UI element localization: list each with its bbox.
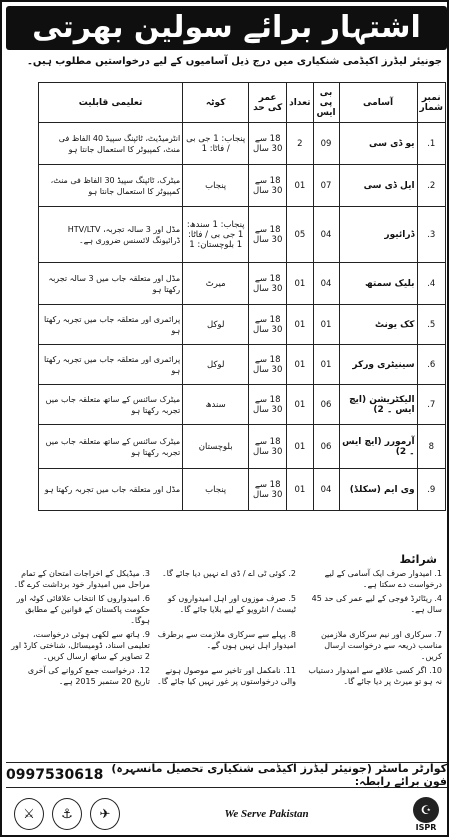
- condition-item: 1. امیدوار صرف ایک آسامی کے لیے درخواست دے سکتا ہے۔: [324, 569, 442, 589]
- cell-sno: 5.: [417, 305, 445, 345]
- header-count: تعداد: [287, 83, 313, 123]
- ispr-logo-icon: ☪: [413, 797, 439, 823]
- cell-count: 01: [287, 345, 313, 385]
- header-quota: کوٹہ: [183, 83, 249, 123]
- cell-quota: لوکل: [183, 305, 249, 345]
- footer: [6, 792, 447, 836]
- table-row: [39, 345, 446, 385]
- header-bps: بی پی ایس: [313, 83, 339, 123]
- cell-post: ڈرائیور: [339, 207, 417, 263]
- cell-qualification: میٹرک سائنس کے ساتھ متعلقہ جاب میں تجربہ رکھتا ہو: [39, 425, 183, 469]
- table-header-row: [39, 83, 446, 123]
- cell-age: 18 سے 30 سال: [249, 123, 287, 165]
- cell-post: ایل ڈی سی: [339, 165, 417, 207]
- navy-emblem-icon: ⚓: [52, 798, 82, 830]
- conditions-list: [10, 568, 442, 687]
- cell-post: الیکٹریشن (ایچ ایس ۔ 2): [339, 385, 417, 425]
- cell-bps: 04: [313, 207, 339, 263]
- cell-quota: پنجاب: 1 سندھ: 1 جی بی / فاٹا: 1 بلوچستان: 1: [183, 207, 249, 263]
- contact-label: کوارٹر ماسٹر (جونیئر لیڈرز اکیڈمی شنکیاری تحصیل مانسہرہ) فون برائے رابطہ:: [111, 762, 447, 788]
- cell-bps: 06: [313, 385, 339, 425]
- service-logos: [14, 798, 120, 830]
- table-row: [39, 425, 446, 469]
- cell-qualification: پرائمری اور متعلقہ جاب میں تجربہ رکھتا ہو: [39, 345, 183, 385]
- contact-phone: 0997530618: [6, 767, 104, 783]
- cell-qualification: انٹرمیڈیٹ، ٹائپنگ سپیڈ 40 الفاظ فی منٹ، کمپیوٹر کا استعمال جانتا ہو: [39, 123, 183, 165]
- cell-sno: 7.: [417, 385, 445, 425]
- table-row: [39, 305, 446, 345]
- condition-item: 9. ہاتھ سے لکھی ہوئی درخواست، تعلیمی اسناد، ڈومیسائل، شناختی کارڈ اور 2 تصاویر کے ساتھ ارسال کریں۔: [11, 630, 150, 661]
- table-row: [39, 123, 446, 165]
- condition-item: 11. نامکمل اور تاخیر سے موصول ہونے والی درخواستوں پر غور نہیں کیا جائے گا۔: [157, 666, 296, 686]
- condition-item: 6. امیدواروں کا انتخاب علاقائی کوٹہ اور حکومت پاکستان کے قوانین کے مطابق ہوگا۔: [16, 594, 150, 625]
- cell-qualification: مڈل اور متعلقہ جاب میں تجربہ رکھتا ہو: [39, 469, 183, 511]
- table-row: [39, 207, 446, 263]
- cell-qualification: میٹرک سائنس کے ساتھ متعلقہ جاب میں تجربہ رکھتا ہو: [39, 385, 183, 425]
- cell-count: 01: [287, 469, 313, 511]
- header-qualification: تعلیمی قابلیت: [39, 83, 183, 123]
- cell-age: 18 سے 30 سال: [249, 305, 287, 345]
- cell-age: 18 سے 30 سال: [249, 469, 287, 511]
- table-row: [39, 263, 446, 305]
- cell-quota: میرٹ: [183, 263, 249, 305]
- table-row: [39, 385, 446, 425]
- cell-quota: لوکل: [183, 345, 249, 385]
- ispr-label: ISPR: [415, 822, 437, 832]
- cell-sno: 9.: [417, 469, 445, 511]
- cell-quota: بلوچستان: [183, 425, 249, 469]
- cell-sno: 6.: [417, 345, 445, 385]
- cell-count: 01: [287, 165, 313, 207]
- cell-qualification: میٹرک، ٹائپنگ سپیڈ 30 الفاظ فی منٹ، کمپیوٹر کا استعمال جانتا ہو: [39, 165, 183, 207]
- cell-age: 18 سے 30 سال: [249, 425, 287, 469]
- cell-bps: 04: [313, 469, 339, 511]
- cell-quota: پنجاب: 1 جی بی / فاٹا: 1: [183, 123, 249, 165]
- ad-title: اشتہار برائے سولین بھرتی: [6, 6, 447, 50]
- cell-bps: 09: [313, 123, 339, 165]
- condition-item: 8. پہلے سے سرکاری ملازمت سے برطرف امیدوار اہل نہیں ہوں گے۔: [157, 630, 296, 650]
- cell-post: آرمورر (ایچ ایس ۔ 2): [339, 425, 417, 469]
- ad-subtitle: جونیئر لیڈرز اکیڈمی شنکیاری میں درج ذیل آسامیوں کے لیے درخواستیں مطلوب ہیں۔: [27, 56, 442, 67]
- condition-item: 5. صرف موزوں اور اہل امیدواروں کو ٹیسٹ / انٹرویو کے لیے بلایا جائے گا۔: [167, 594, 296, 614]
- army-emblem-icon: ⚔: [14, 798, 44, 830]
- table-row: [39, 165, 446, 207]
- cell-count: 01: [287, 263, 313, 305]
- conditions-title: شرائط: [399, 553, 437, 566]
- cell-post: سینیٹری ورکر: [339, 345, 417, 385]
- cell-bps: 01: [313, 305, 339, 345]
- cell-count: 05: [287, 207, 313, 263]
- header-sno: نمبر شمار: [417, 83, 445, 123]
- header-post: آسامی: [339, 83, 417, 123]
- condition-item: 3. میڈیکل کے اخراجات امتحان کے تمام مراحل میں امیدوار خود برداشت کرے گا۔: [13, 569, 150, 589]
- cell-post: وی ایم (سکلڈ): [339, 469, 417, 511]
- cell-qualification: مڈل اور متعلقہ جاب میں 3 سالہ تجربہ رکھتا ہو: [39, 263, 183, 305]
- cell-sno: 8: [417, 425, 445, 469]
- cell-post: بلیک سمتھ: [339, 263, 417, 305]
- footer-motto: We Serve Pakistan: [224, 808, 309, 820]
- cell-bps: 07: [313, 165, 339, 207]
- cell-post: یو ڈی سی: [339, 123, 417, 165]
- cell-count: 01: [287, 305, 313, 345]
- cell-sno: 3.: [417, 207, 445, 263]
- cell-age: 18 سے 30 سال: [249, 345, 287, 385]
- contact-bar: [6, 762, 447, 788]
- cell-bps: 01: [313, 345, 339, 385]
- cell-age: 18 سے 30 سال: [249, 263, 287, 305]
- condition-item: 4. ریٹائرڈ فوجی کے لیے عمر کی حد 45 سال ہے۔: [311, 594, 442, 614]
- cell-bps: 04: [313, 263, 339, 305]
- cell-post: کک یونٹ: [339, 305, 417, 345]
- cell-count: 01: [287, 385, 313, 425]
- airforce-emblem-icon: ✈: [90, 798, 120, 830]
- cell-sno: 2.: [417, 165, 445, 207]
- cell-quota: سندھ: [183, 385, 249, 425]
- cell-qualification: مڈل اور 3 سالہ تجربہ، HTV/LTV ڈرائیونگ لائسنس ضروری ہے۔: [39, 207, 183, 263]
- condition-item: 7. سرکاری اور نیم سرکاری ملازمین مناسب ذریعہ سے درخواست ارسال کریں۔: [321, 630, 442, 661]
- cell-quota: پنجاب: [183, 469, 249, 511]
- cell-age: 18 سے 30 سال: [249, 207, 287, 263]
- condition-item: 2. کوئی ٹی اے / ڈی اے نہیں دیا جائے گا۔: [161, 569, 296, 578]
- cell-count: 2: [287, 123, 313, 165]
- cell-age: 18 سے 30 سال: [249, 165, 287, 207]
- ispr-logo: [413, 797, 439, 832]
- cell-quota: پنجاب: [183, 165, 249, 207]
- cell-bps: 06: [313, 425, 339, 469]
- cell-sno: 4.: [417, 263, 445, 305]
- condition-item: 12. درخواست جمع کروانے کی آخری تاریخ 20 ستمبر 2015 ہے۔: [27, 666, 150, 686]
- cell-qualification: پرائمری اور متعلقہ جاب میں تجربہ رکھتا ہو: [39, 305, 183, 345]
- cell-age: 18 سے 30 سال: [249, 385, 287, 425]
- vacancies-table: [38, 82, 446, 511]
- table-row: [39, 469, 446, 511]
- cell-count: 01: [287, 425, 313, 469]
- header-age: عمر کی حد: [249, 83, 287, 123]
- condition-item: 10. اگر کسی علاقے سے امیدوار دستیاب نہ ہو تو میرٹ پر دیا جائے گا۔: [308, 666, 442, 686]
- cell-sno: 1.: [417, 123, 445, 165]
